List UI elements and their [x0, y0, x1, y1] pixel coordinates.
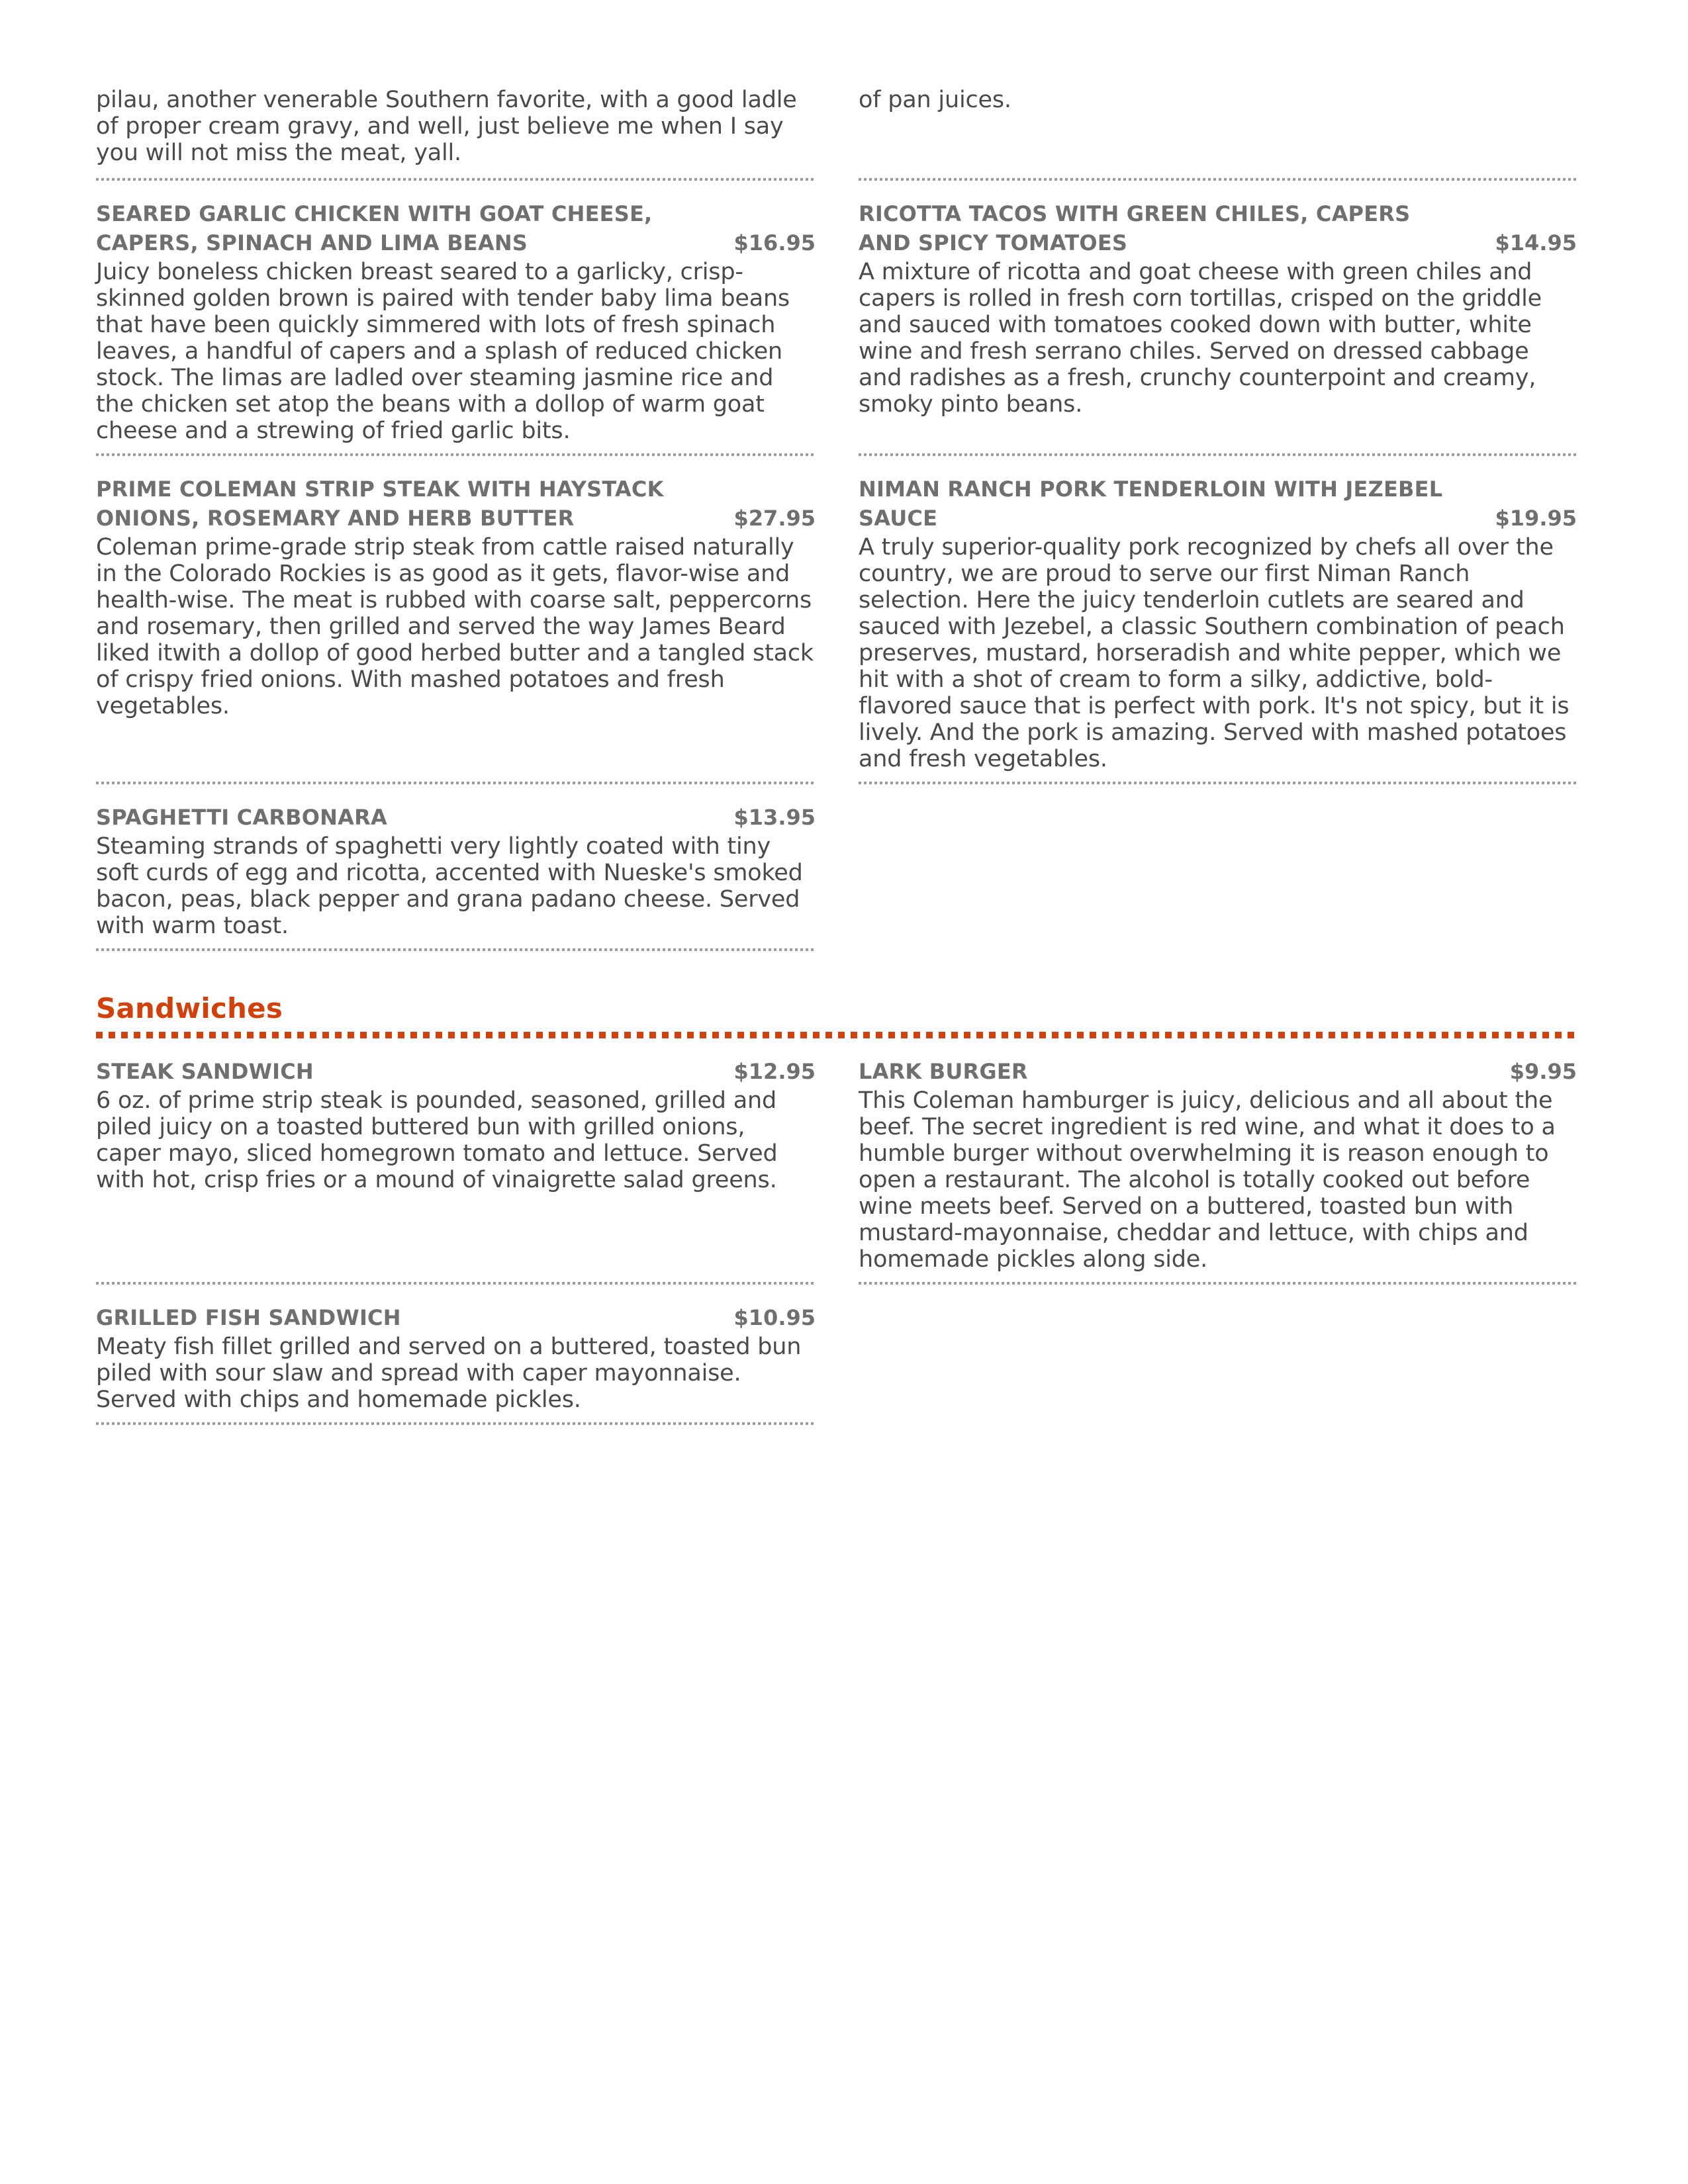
menu-row — [96, 181, 1577, 456]
item-title-row — [96, 199, 816, 257]
item-name: LARK BURGER — [859, 1059, 1028, 1084]
menu-row — [96, 1285, 1577, 1425]
item-title-row — [859, 1057, 1577, 1086]
section-title-sandwiches: Sandwiches — [96, 992, 283, 1024]
intro-right-text: of pan juices. — [859, 87, 1011, 113]
empty-cell — [859, 1285, 1577, 1425]
item-title-row — [96, 803, 816, 832]
dotted-separator — [96, 948, 816, 951]
item-price: $19.95 — [1495, 506, 1577, 531]
item-description: Steaming strands of spaghetti very lightly coated with tiny soft curds of egg and ricotta, accented with Nueske's smoked bacon, peas, black pepper and grana padano cheese. Served with warm toast. — [96, 833, 803, 939]
menu-item-ricotta-tacos — [859, 181, 1577, 456]
item-name: PRIME COLEMAN STRIP STEAK WITH HAYSTACK ONIONS, ROSEMARY AND HERB BUTTER — [96, 477, 664, 531]
item-description: Juicy boneless chicken breast seared to a garlicky, crisp-skinned golden brown is paired with tender baby lima beans that have been quickly simmered with lots of fresh spinach leaves, a handful of capers and a splash of reduced chicken stock. The limas are ladled over steaming jasmine rice and the chicken set atop the beans with a dollop of warm goat cheese and a strewing of fried garlic bits. — [96, 259, 790, 444]
item-description: This Coleman hamburger is juicy, delicious and all about the beef. The secret ingredient is red wine, and what it does to a humble burger without overwhelming it is reason enough to open a restaurant. The alcohol is totally cooked out before wine meets beef. Served on a buttered, toasted bun with mustard-mayonnaise, cheddar and lettuce, with chips and homemade pickles along side. — [859, 1087, 1556, 1273]
item-price: $10.95 — [733, 1305, 816, 1330]
menu-content — [96, 87, 1577, 1425]
item-title-row — [96, 475, 816, 533]
section-dotted-rule — [96, 1032, 1577, 1038]
item-description: Meaty fish fillet grilled and served on a buttered, toasted bun piled with sour slaw and spread with caper mayonnaise. Served with chips and homemade pickles. — [96, 1334, 802, 1413]
item-name: GRILLED FISH SANDWICH — [96, 1305, 401, 1330]
intro-row — [96, 87, 1577, 181]
item-name: RICOTTA TACOS WITH GREEN CHILES, CAPERS AND SPICY TOMATOES — [859, 201, 1411, 255]
intro-right-cell — [859, 87, 1577, 181]
item-description: A truly superior-quality pork recognized by chefs all over the country, we are proud to serve our first Niman Ranch selection. Here the juicy tenderloin cutlets are seared and sauced with Jezebel, a classic Southern combination of peach preserves, mustard, horseradish and white pepper, which we hit with a shot of cream to form a silky, addictive, bold-flavored sauce that is perfect with pork. It's not spicy, but it is lively. And the pork is amazing. Served with mashed potatoes and fresh vegetables. — [859, 534, 1570, 772]
menu-row — [96, 784, 1577, 951]
item-description: 6 oz. of prime strip steak is pounded, seasoned, grilled and piled juicy on a toasted buttered bun with grilled onions, caper mayo, sliced homegrown tomato and lettuce. Served with hot, crisp fries or a mound of vinaigrette salad greens. — [96, 1087, 778, 1193]
item-title-row — [859, 199, 1577, 257]
item-price: $12.95 — [733, 1059, 816, 1084]
item-price: $16.95 — [733, 230, 816, 255]
item-name: STEAK SANDWICH — [96, 1059, 314, 1084]
menu-row — [96, 456, 1577, 784]
menu-item-grilled-fish-sandwich — [96, 1285, 816, 1425]
menu-item-steak-sandwich — [96, 1038, 816, 1285]
item-name: SPAGHETTI CARBONARA — [96, 805, 387, 830]
dotted-separator — [96, 1422, 816, 1425]
menu-item-lark-burger — [859, 1038, 1577, 1285]
item-price: $14.95 — [1495, 230, 1577, 255]
item-price: $9.95 — [1509, 1059, 1577, 1084]
item-title-row — [96, 1303, 816, 1332]
item-name: SEARED GARLIC CHICKEN WITH GOAT CHEESE, CAPERS, SPINACH AND LIMA BEANS — [96, 201, 653, 255]
item-price: $27.95 — [733, 506, 816, 531]
menu-item-niman-ranch-pork-tenderloin — [859, 456, 1577, 784]
intro-left-cell — [96, 87, 816, 181]
menu-item-spaghetti-carbonara — [96, 784, 816, 951]
item-title-row — [859, 475, 1577, 533]
menu-item-seared-garlic-chicken — [96, 181, 816, 456]
intro-left-text: pilau, another venerable Southern favorite, with a good ladle of proper cream gravy, and well, just believe me when I say you will not miss the meat, yall. — [96, 87, 797, 166]
menu-row — [96, 1038, 1577, 1285]
item-price: $13.95 — [733, 805, 816, 830]
menu-item-prime-coleman-strip-steak — [96, 456, 816, 784]
item-description: A mixture of ricotta and goat cheese with green chiles and capers is rolled in fresh corn tortillas, crisped on the griddle and sauced with tomatoes cooked down with butter, white wine and fresh serrano chiles. Served on dressed cabbage and radishes as a fresh, crunchy counterpoint and creamy, smoky pinto beans. — [859, 259, 1542, 418]
empty-cell — [859, 784, 1577, 951]
item-title-row — [96, 1057, 816, 1086]
item-name: NIMAN RANCH PORK TENDERLOIN WITH JEZEBEL SAUCE — [859, 477, 1443, 531]
item-description: Coleman prime-grade strip steak from cattle raised naturally in the Colorado Rockies is as good as it gets, flavor-wise and health-wise. The meat is rubbed with coarse salt, peppercorns and rosemary, then grilled and served the way James Beard liked itwith a dollop of good herbed butter and a tangled stack of crispy fried onions. With mashed potatoes and fresh vegetables. — [96, 534, 814, 719]
